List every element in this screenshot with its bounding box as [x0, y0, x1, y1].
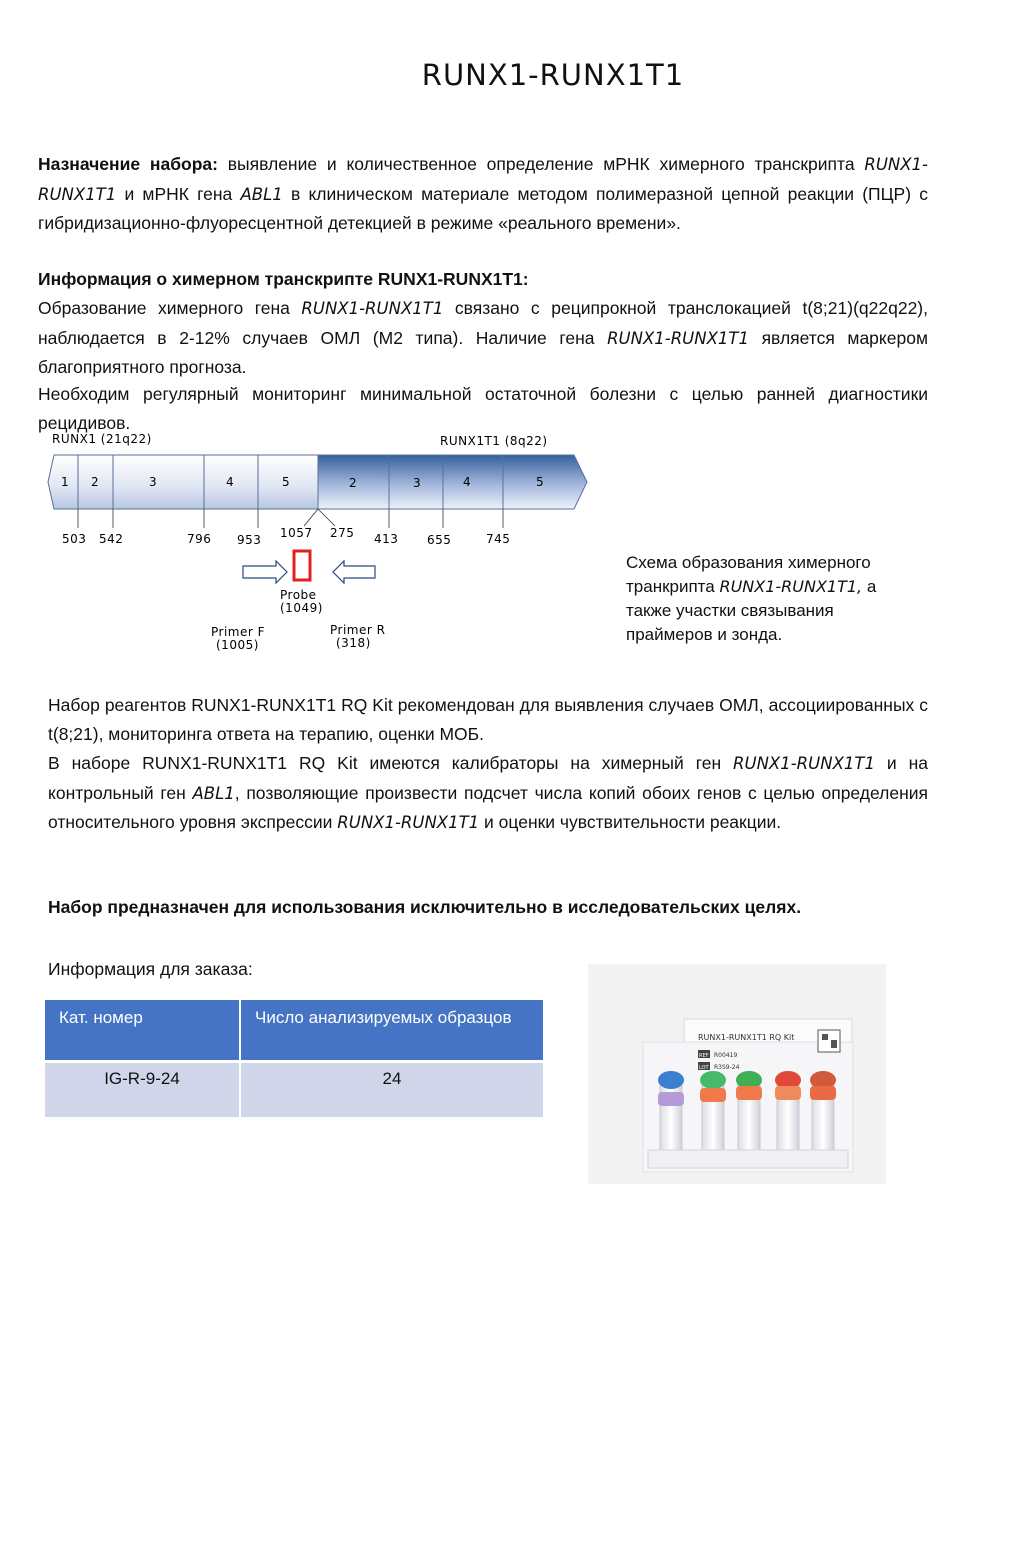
pos-413: 413: [374, 532, 399, 546]
exon-t-4: 4: [463, 475, 472, 489]
tube-rack: [648, 1150, 848, 1168]
primer-r-pos: (318): [336, 636, 371, 650]
probe-pos: (1049): [280, 601, 323, 615]
info-p1-b: связано с реципрокной транслокацией t(8;21)(q22q22), наблюдается в 2-12% случаев ОМЛ (М2 типа). Наличие гена: [38, 298, 928, 348]
primer-f-pos: (1005): [216, 638, 259, 652]
kit-p2-b: и на контрольный ген: [48, 753, 928, 803]
purpose-text-2: и мРНК гена: [116, 183, 241, 204]
order-label: Информация для заказа:: [48, 959, 253, 979]
cell-cat-number: IG-R-9-24: [45, 1060, 239, 1117]
kit-ref-value: R00419: [714, 1052, 738, 1059]
caption-gene: RUNX1-RUNX1T1,: [719, 577, 863, 596]
exon-t-3: 3: [413, 476, 422, 490]
info-paragraph-2: Необходим регулярный мониторинг минимальной остаточной болезни с целью ранней диагностики рецидивов.: [38, 384, 928, 433]
purpose-gene-abl1: ABL1: [240, 184, 283, 204]
probe-label: Probe: [280, 588, 317, 602]
header-sample-count: Число анализируемых образцов: [239, 1000, 543, 1060]
order-table: [45, 1000, 543, 1117]
right-gene-label: RUNX1T1 (8q22): [440, 434, 548, 448]
exon-3: 3: [149, 475, 158, 489]
purpose-gene-runx1: RUNX1-RUNX1T1: [38, 155, 928, 204]
runx1-segment: [48, 455, 318, 509]
pos-275: 275: [330, 526, 355, 540]
info-p1-a: Образование химерного гена: [38, 298, 302, 318]
kit-lot-value: R3S9-24: [714, 1064, 740, 1071]
runx1t1-segment: [318, 455, 587, 509]
order-table-header: [45, 1000, 543, 1060]
exon-1: 1: [61, 475, 70, 489]
kit-p2-d: и оценки чувствительности реакции.: [479, 812, 782, 833]
exon-4: 4: [226, 475, 235, 489]
pos-503: 503: [62, 532, 87, 546]
research-note: [48, 893, 928, 922]
kit-box-label: RUNX1-RUNX1T1 RQ Kit: [698, 1033, 795, 1042]
info-heading-text: Информация о химерном транскрипте RUNX1-RUNX1T1:: [38, 269, 529, 289]
product-photo: [588, 964, 886, 1184]
purpose-text-1: выявление и количественное определение мРНК химерного транскрипта: [217, 154, 865, 174]
kit-p2-gene3: RUNX1-RUNX1T1: [337, 813, 480, 833]
kit-lot-badge: LOT: [699, 1065, 709, 1071]
fusion-diagram: [40, 428, 600, 658]
info-p1-gene2: RUNX1-RUNX1T1: [607, 328, 749, 348]
primer-r-label: Primer R: [330, 623, 386, 637]
info-paragraph-1: [38, 294, 928, 382]
pos-953: 953: [237, 533, 262, 547]
exon-2: 2: [91, 475, 100, 489]
page-title: RUNX1-RUNX1T1: [421, 58, 685, 92]
info-heading: [38, 265, 928, 294]
purpose-label: Назначение набора:: [38, 154, 218, 174]
kit-ref-badge: REF: [699, 1053, 709, 1059]
caption-b: а также участки связывания праймеров и зонда.: [626, 577, 877, 644]
primer-f-label: Primer F: [211, 625, 266, 639]
table-row: [45, 1060, 543, 1117]
kit-illustration: [588, 964, 886, 1184]
kit-p2-gene2: ABL1: [192, 783, 235, 803]
pos-796: 796: [187, 532, 212, 546]
kit-paragraph-1: Набор реагентов RUNX1-RUNX1T1 RQ Kit рекомендован для выявления случаев ОМЛ, ассоциированных с t(8;21), мониторинга ответа на терапию, оценки МОБ.: [48, 695, 928, 744]
exon-t-2: 2: [349, 476, 358, 490]
pos-655: 655: [427, 533, 452, 547]
caption-a: Схема образования химерного транкрипта: [626, 553, 871, 596]
research-note-text: Набор предназначен для использования исключительно в исследовательских целях.: [48, 897, 802, 917]
purpose-text-3: в клиническом материале методом полимеразной цепной реакции (ПЦР) с гибридизационно-флуоресцентной детекцией в режиме «реального времени».: [38, 183, 928, 234]
kit-p2-c: , позволяющие произвести подсчет числа копий обоих генов с целью определения относительного уровня экспрессии: [48, 782, 929, 833]
kit-p2-a: В наборе RUNX1-RUNX1T1 RQ Kit имеются калибраторы на химерный ген: [48, 753, 734, 773]
pos-542: 542: [99, 532, 124, 546]
pos-745: 745: [486, 532, 511, 546]
left-gene-label: RUNX1 (21q22): [52, 432, 152, 446]
primer-f-arrow-icon: [243, 561, 287, 583]
kit-p2-gene: RUNX1-RUNX1T1: [733, 754, 875, 773]
exon-5: 5: [282, 475, 291, 489]
header-cat-number: Кат. номер: [45, 1000, 239, 1060]
diagram-caption: [626, 551, 916, 647]
cell-sample-count: 24: [239, 1060, 543, 1117]
probe-marker: [294, 551, 310, 580]
exon-t-5: 5: [536, 475, 545, 489]
pos-1057: 1057: [280, 526, 313, 540]
info-p1-c: является маркером благоприятного прогноза.: [38, 327, 928, 378]
purpose-paragraph: [38, 150, 928, 238]
kit-paragraph-2: [48, 749, 928, 838]
primer-r-arrow-icon: [333, 561, 375, 583]
info-p1-gene: RUNX1-RUNX1T1: [301, 299, 444, 318]
